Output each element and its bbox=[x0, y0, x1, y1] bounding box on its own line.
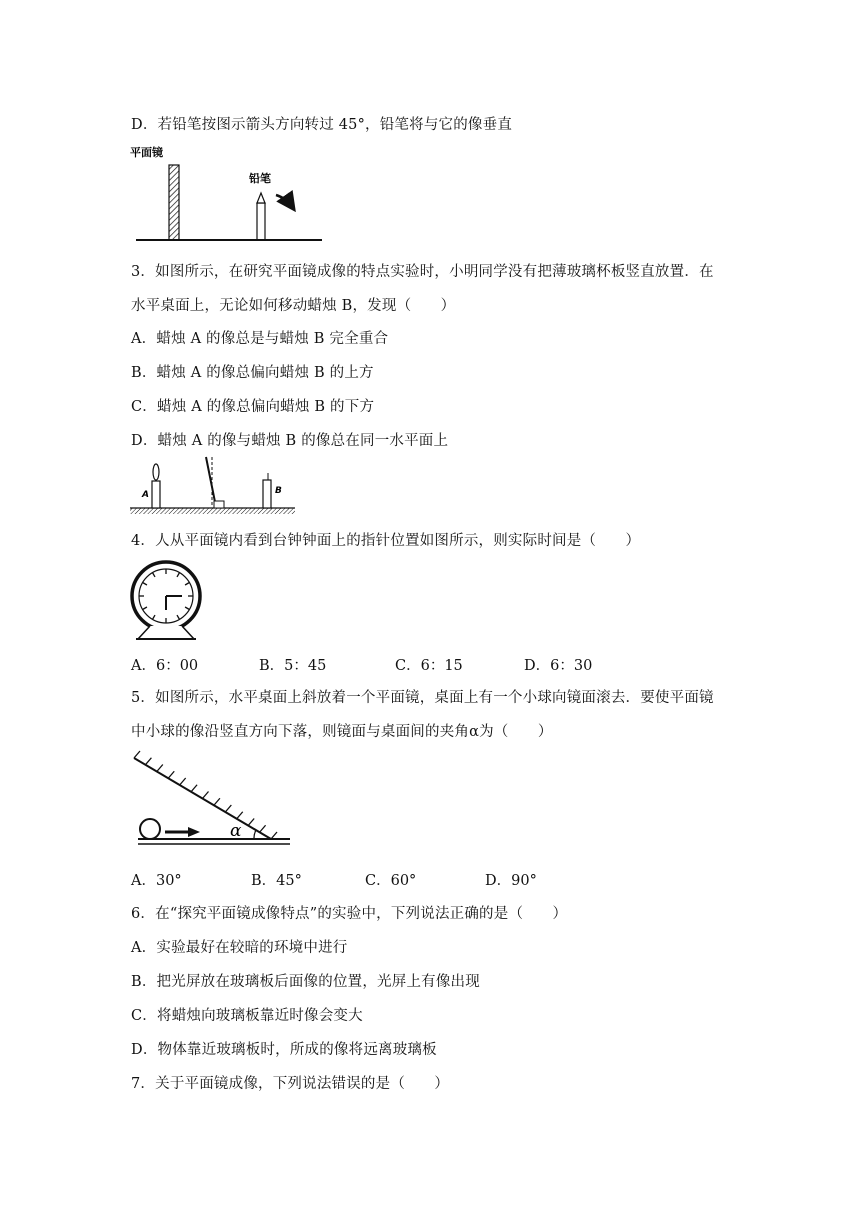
q5-stem-line1: 5．如图所示，水平桌面上斜放着一个平面镜，桌面上有一个小球向镜面滚去．要使平面镜 bbox=[131, 690, 714, 706]
pencil-tip bbox=[257, 193, 265, 203]
mirror bbox=[169, 165, 179, 240]
rotation-arrow bbox=[276, 195, 293, 208]
angle-label: α bbox=[230, 821, 242, 841]
ball bbox=[140, 819, 160, 839]
q5-option-a: A．30° bbox=[131, 873, 182, 889]
angle-arc bbox=[254, 830, 256, 839]
mirror-hatch-mark bbox=[260, 825, 266, 832]
label-a: A bbox=[142, 490, 149, 500]
mirror-hatch-mark bbox=[145, 758, 151, 765]
q6-option-b: B．把光屏放在玻璃板后面像的位置，光屏上有像出现 bbox=[131, 974, 480, 990]
q3-option-a: A．蜡烛 A 的像总是与蜡烛 B 完全重合 bbox=[131, 331, 389, 347]
q3-option-b: B．蜡烛 A 的像总偏向蜡烛 B 的上方 bbox=[131, 365, 374, 381]
q4-option-b: B．5：45 bbox=[259, 658, 327, 674]
q4-option-c: C．6：15 bbox=[395, 658, 463, 674]
q2-option-d: D．若铅笔按图示箭头方向转过 45°，铅笔将与它的像垂直 bbox=[131, 117, 513, 133]
candle-a bbox=[152, 481, 160, 508]
candle-glass-figure bbox=[130, 455, 300, 517]
clock-figure bbox=[130, 560, 205, 642]
q3-option-c: C．蜡烛 A 的像总偏向蜡烛 B 的下方 bbox=[131, 399, 375, 415]
mirror-hatch-mark bbox=[271, 832, 277, 839]
q4-option-a: A．6：00 bbox=[131, 658, 199, 674]
q3-stem-line1: 3．如图所示，在研究平面镜成像的特点实验时，小明同学没有把薄玻璃杯板竖直放置．在 bbox=[131, 264, 714, 280]
q6-option-c: C．将蜡烛向玻璃板靠近时像会变大 bbox=[131, 1008, 363, 1024]
q4-option-d: D．6：30 bbox=[524, 658, 593, 674]
mirror-hatch-mark bbox=[168, 771, 174, 778]
mirror-hatch-mark bbox=[203, 792, 209, 799]
candle-b bbox=[263, 480, 271, 508]
inclined-mirror-figure bbox=[130, 752, 295, 847]
glass-plate bbox=[206, 457, 216, 507]
pencil-label: 铅笔 bbox=[249, 172, 271, 185]
mirror-hatch-mark bbox=[191, 785, 197, 792]
mirror-hatch-mark bbox=[214, 798, 220, 805]
mirror-label: 平面镜 bbox=[130, 146, 163, 159]
candle-a-flame bbox=[153, 464, 159, 480]
ball-arrow-head bbox=[188, 827, 200, 837]
q5-stem-line2: 中小球的像沿竖直方向下落，则镜面与桌面间的夹角α为（ ） bbox=[131, 724, 553, 740]
mirror-pencil-figure bbox=[130, 140, 330, 245]
glass-base bbox=[214, 501, 224, 508]
q7-stem: 7．关于平面镜成像，下列说法错误的是（ ） bbox=[131, 1076, 450, 1092]
mirror-hatch-mark bbox=[237, 812, 243, 819]
q4-stem: 4．人从平面镜内看到台钟钟面上的指针位置如图所示，则实际时间是（ ） bbox=[131, 533, 641, 549]
mirror-hatch-mark bbox=[134, 751, 140, 758]
mirror-hatch-mark bbox=[248, 819, 254, 826]
clock-stand bbox=[138, 626, 194, 639]
mirror-hatch-mark bbox=[157, 765, 163, 772]
q5-option-c: C．60° bbox=[365, 873, 417, 889]
label-b: B bbox=[275, 486, 282, 496]
q3-stem-line2: 水平桌面上，无论如何移动蜡烛 B，发现（ ） bbox=[131, 298, 456, 314]
q6-option-d: D．物体靠近玻璃板时，所成的像将远离玻璃板 bbox=[131, 1042, 437, 1058]
q6-option-a: A．实验最好在较暗的环境中进行 bbox=[131, 940, 348, 956]
mirror-hatch-mark bbox=[225, 805, 231, 812]
mirror-hatch-mark bbox=[180, 778, 186, 785]
q5-option-d: D．90° bbox=[485, 873, 537, 889]
q3-option-d: D．蜡烛 A 的像与蜡烛 B 的像总在同一水平面上 bbox=[131, 433, 449, 449]
q6-stem: 6．在“探究平面镜成像特点”的实验中，下列说法正确的是（ ） bbox=[131, 906, 568, 922]
table-surface bbox=[130, 508, 295, 514]
pencil-body bbox=[257, 203, 265, 240]
q5-option-b: B．45° bbox=[251, 873, 302, 889]
